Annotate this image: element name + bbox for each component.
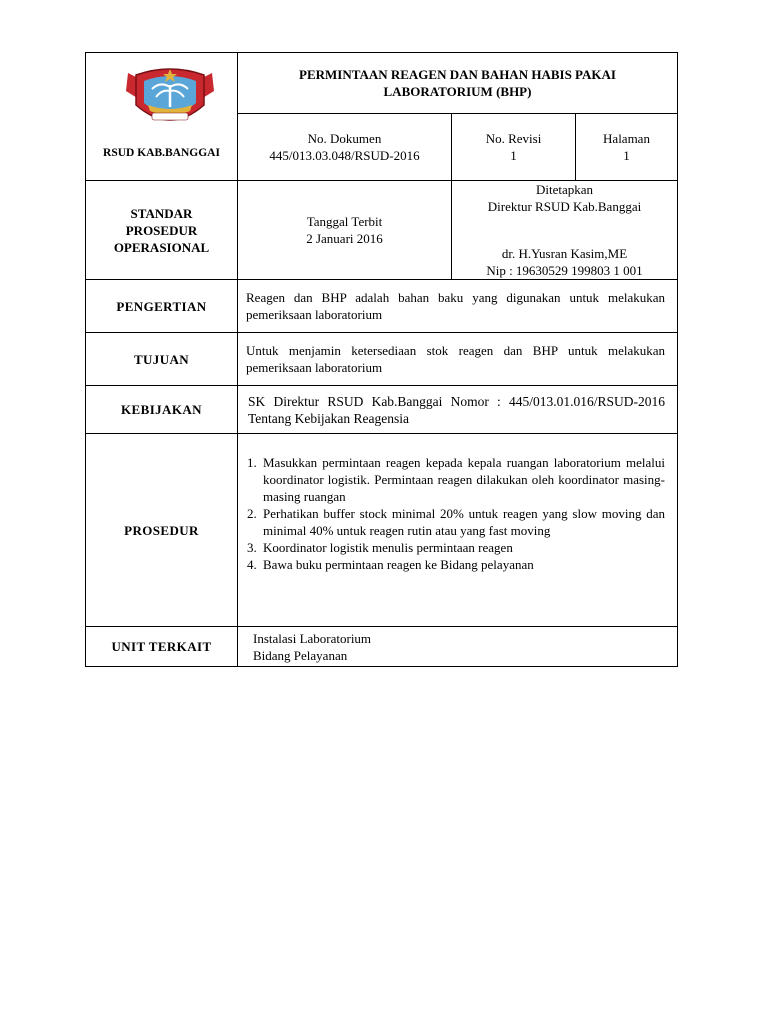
kebijakan-label: KEBIJAKAN <box>86 386 238 434</box>
unit-label: UNIT TERKAIT <box>86 627 238 667</box>
approved-by: Direktur RSUD Kab.Banggai <box>487 199 642 214</box>
approved-label: Ditetapkan <box>535 182 594 197</box>
tujuan-text: Untuk menjamin ketersediaan stok reagen dan BHP untuk melakukan pemeriksaan laboratorium <box>238 333 678 386</box>
signer-nip: Nip : 19630529 199803 1 001 <box>486 263 643 278</box>
prosedur-label: PROSEDUR <box>86 434 238 627</box>
revision-cell <box>452 114 576 181</box>
prosedur-step: 3. Koordinator logistik menulis permintaan reagen <box>260 539 665 556</box>
issue-date-value: 2 Januari 2016 <box>306 231 383 246</box>
document-title: PERMINTAAN REAGEN DAN BAHAN HABIS PAKAI LABORATORIUM (BHP) <box>238 53 678 114</box>
revision-label: No. Revisi <box>485 131 542 146</box>
logo-cell <box>86 53 238 181</box>
page-value: 1 <box>623 148 630 163</box>
pengertian-label: PENGERTIAN <box>86 280 238 333</box>
doc-number-cell <box>238 114 452 181</box>
page-label: Halaman <box>603 131 650 146</box>
unit-item: Bidang Pelayanan <box>253 647 348 663</box>
doc-number-label: No. Dokumen <box>307 131 382 146</box>
banggai-regency-emblem-icon <box>124 61 216 133</box>
pengertian-text: Reagen dan BHP adalah bahan baku yang digunakan untuk melakukan pemeriksaan laboratorium <box>238 280 678 333</box>
prosedur-step: 2. Perhatikan buffer stock minimal 20% untuk reagen yang slow moving dan minimal 40% untuk reagen rutin atau yang fast moving <box>260 505 665 539</box>
approval-cell <box>452 181 678 280</box>
signer-name: dr. H.Yusran Kasim,ME <box>501 246 628 261</box>
unit-cell <box>238 627 678 667</box>
page-cell <box>576 114 678 181</box>
prosedur-cell <box>238 434 678 627</box>
prosedur-step: 1. Masukkan permintaan reagen kepada kepala ruangan laboratorium melalui koordinator logistik. Permintaan reagen dilakukan oleh koordinator masing-masing ruangan <box>260 454 665 505</box>
revision-value: 1 <box>510 148 517 163</box>
tujuan-label: TUJUAN <box>86 333 238 386</box>
issue-date-cell <box>238 181 452 280</box>
sop-document-table <box>85 52 678 667</box>
issue-date-label: Tanggal Terbit <box>306 214 383 229</box>
prosedur-list <box>238 454 677 573</box>
prosedur-step: 4. Bawa buku permintaan reagen ke Bidang pelayanan <box>260 556 665 573</box>
sop-label: STANDAR PROSEDUR OPERASIONAL <box>86 181 238 280</box>
hospital-name: RSUD KAB.BANGGAI <box>103 147 220 159</box>
unit-item: Instalasi Laboratorium <box>253 630 372 646</box>
doc-number-value: 445/013.03.048/RSUD-2016 <box>269 148 420 163</box>
kebijakan-text: SK Direktur RSUD Kab.Banggai Nomor : 445/013.01.016/RSUD-2016 Tentang Kebijakan Reagensia <box>238 386 678 434</box>
